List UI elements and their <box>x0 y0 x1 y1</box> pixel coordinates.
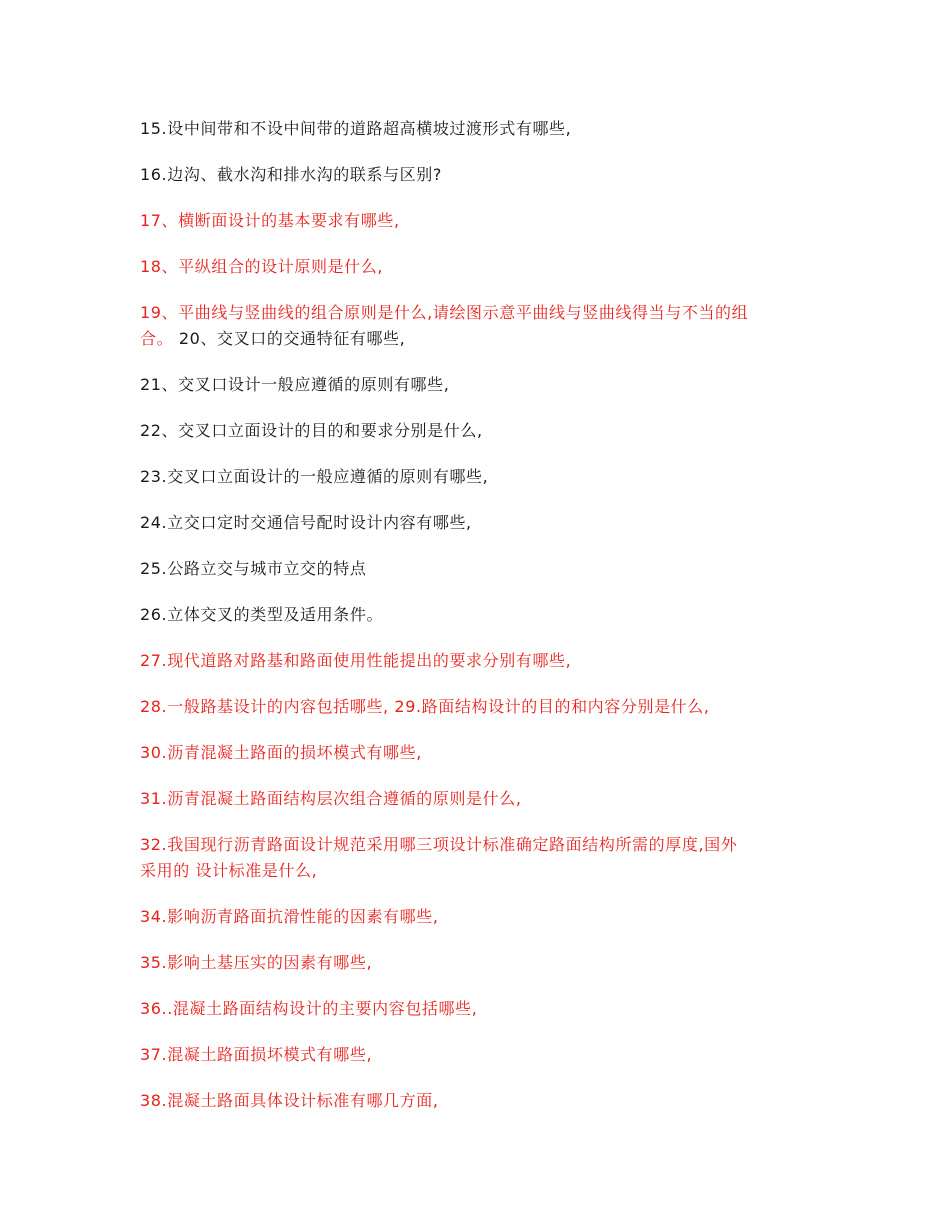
question-35: 35.影响土基压实的因素有哪些, <box>140 953 373 972</box>
question-22: 22、交叉口立面设计的目的和要求分别是什么, <box>140 421 483 440</box>
question-32-line-1: 32.我国现行沥青路面设计规范采用哪三项设计标准确定路面结构所需的厚度,国外 <box>140 835 738 854</box>
question-36: 36..混凝土路面结构设计的主要内容包括哪些, <box>140 999 478 1018</box>
question-23: 23.交叉口立面设计的一般应遵循的原则有哪些, <box>140 467 489 486</box>
question-37: 37.混凝土路面损坏模式有哪些, <box>140 1045 373 1064</box>
question-20: 20、交叉口的交通特征有哪些, <box>173 329 406 348</box>
question-28-29: 28.一般路基设计的内容包括哪些, 29.路面结构设计的目的和内容分别是什么, <box>140 697 710 716</box>
question-15: 15.设中间带和不设中间带的道路超高横坡过渡形式有哪些, <box>140 119 572 138</box>
question-16: 16.边沟、截水沟和排水沟的联系与区别? <box>140 165 442 184</box>
question-27: 27.现代道路对路基和路面使用性能提出的要求分别有哪些, <box>140 651 572 670</box>
question-19-line-2: 合。 <box>140 329 174 348</box>
question-19-20-line <box>140 326 820 352</box>
question-26: 26.立体交叉的类型及适用条件。 <box>140 605 384 624</box>
question-38: 38.混凝土路面具体设计标准有哪几方面, <box>140 1091 439 1110</box>
question-18: 18、平纵组合的设计原则是什么, <box>140 257 384 276</box>
question-25: 25.公路立交与城市立交的特点 <box>140 559 367 578</box>
question-17: 17、横断面设计的基本要求有哪些, <box>140 211 400 230</box>
question-34: 34.影响沥青路面抗滑性能的因素有哪些, <box>140 907 439 926</box>
question-19-line-1: 19、平曲线与竖曲线的组合原则是什么,请绘图示意平曲线与竖曲线得当与不当的组 <box>140 303 749 322</box>
question-30: 30.沥青混凝土路面的损坏模式有哪些, <box>140 743 422 762</box>
question-31: 31.沥青混凝土路面结构层次组合遵循的原则是什么, <box>140 789 522 808</box>
question-32-line-2: 采用的 设计标准是什么, <box>140 861 318 880</box>
question-21: 21、交叉口设计一般应遵循的原则有哪些, <box>140 375 450 394</box>
question-24: 24.立交口定时交通信号配时设计内容有哪些, <box>140 513 472 532</box>
